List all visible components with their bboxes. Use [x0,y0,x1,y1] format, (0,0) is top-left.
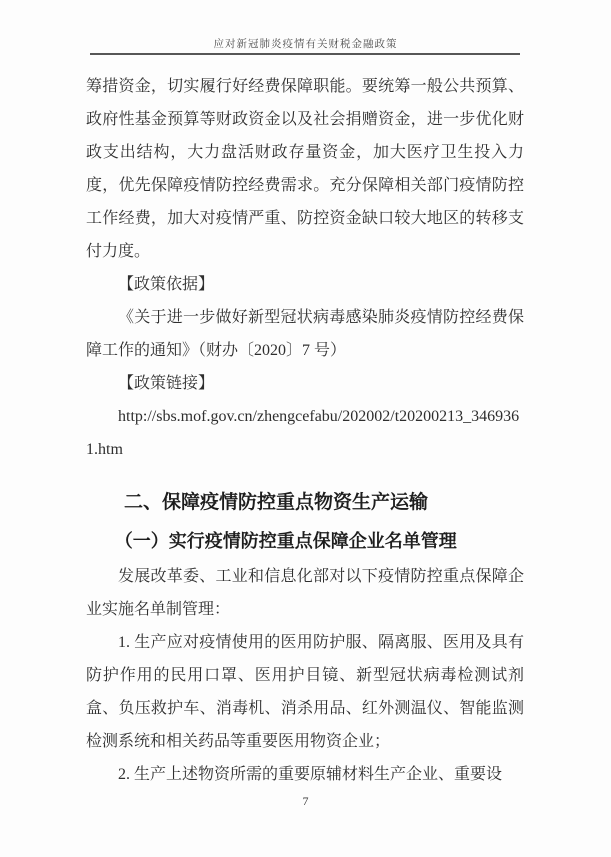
page-content [86,70,524,791]
list-item-1: 1. 生产应对疫情使用的医用防护服、隔离服、医用及具有防护作用的民用口罩、医用护目镜、新型冠状病毒检测试剂盒、负压救护车、消毒机、消杀用品、红外测温仪、智能监测检测系统和相关药品等重要医用物资企业； [86,634,524,750]
running-header-title: 应对新冠肺炎疫情有关财税金融政策 [213,39,398,50]
policy-link-label: 【政策链接】 [118,375,215,392]
page-number: 7 [302,794,309,808]
section-heading: 二、保障疫情防控重点物资生产运输 [124,492,429,513]
continuation-paragraph: 筹措资金，切实履行好经费保障职能。要统筹一般公共预算、政府性基金预算等财政资金以及社会捐赠资金，进一步优化财政支出结构，大力盘活财政存量资金，加大医疗卫生投入力度，优先保障疫情防控经费需求。充分保障相关部门疫情防控工作经费，加大对疫情严重、防控资金缺口较大地区的转移支付力度。 [86,78,524,260]
policy-basis-text: 《关于进一步做好新型冠状病毒感染肺炎疫情防控经费保障工作的通知》（财办〔2020〕7 号） [86,309,524,359]
policy-link-url: http://sbs.mof.gov.cn/zhengcefabu/202002/t20200213_3469361.htm [86,408,520,458]
intro-paragraph: 发展改革委、工业和信息化部对以下疫情防控重点保障企业实施名单制管理： [86,568,524,618]
policy-basis-label: 【政策依据】 [118,276,215,293]
list-item-2: 2. 生产上述物资所需的重要原辅材料生产企业、重要设 [118,766,503,783]
header-rule-divider [90,53,520,55]
subsection-heading: （一）实行疫情防控重点保障企业名单管理 [114,531,457,551]
